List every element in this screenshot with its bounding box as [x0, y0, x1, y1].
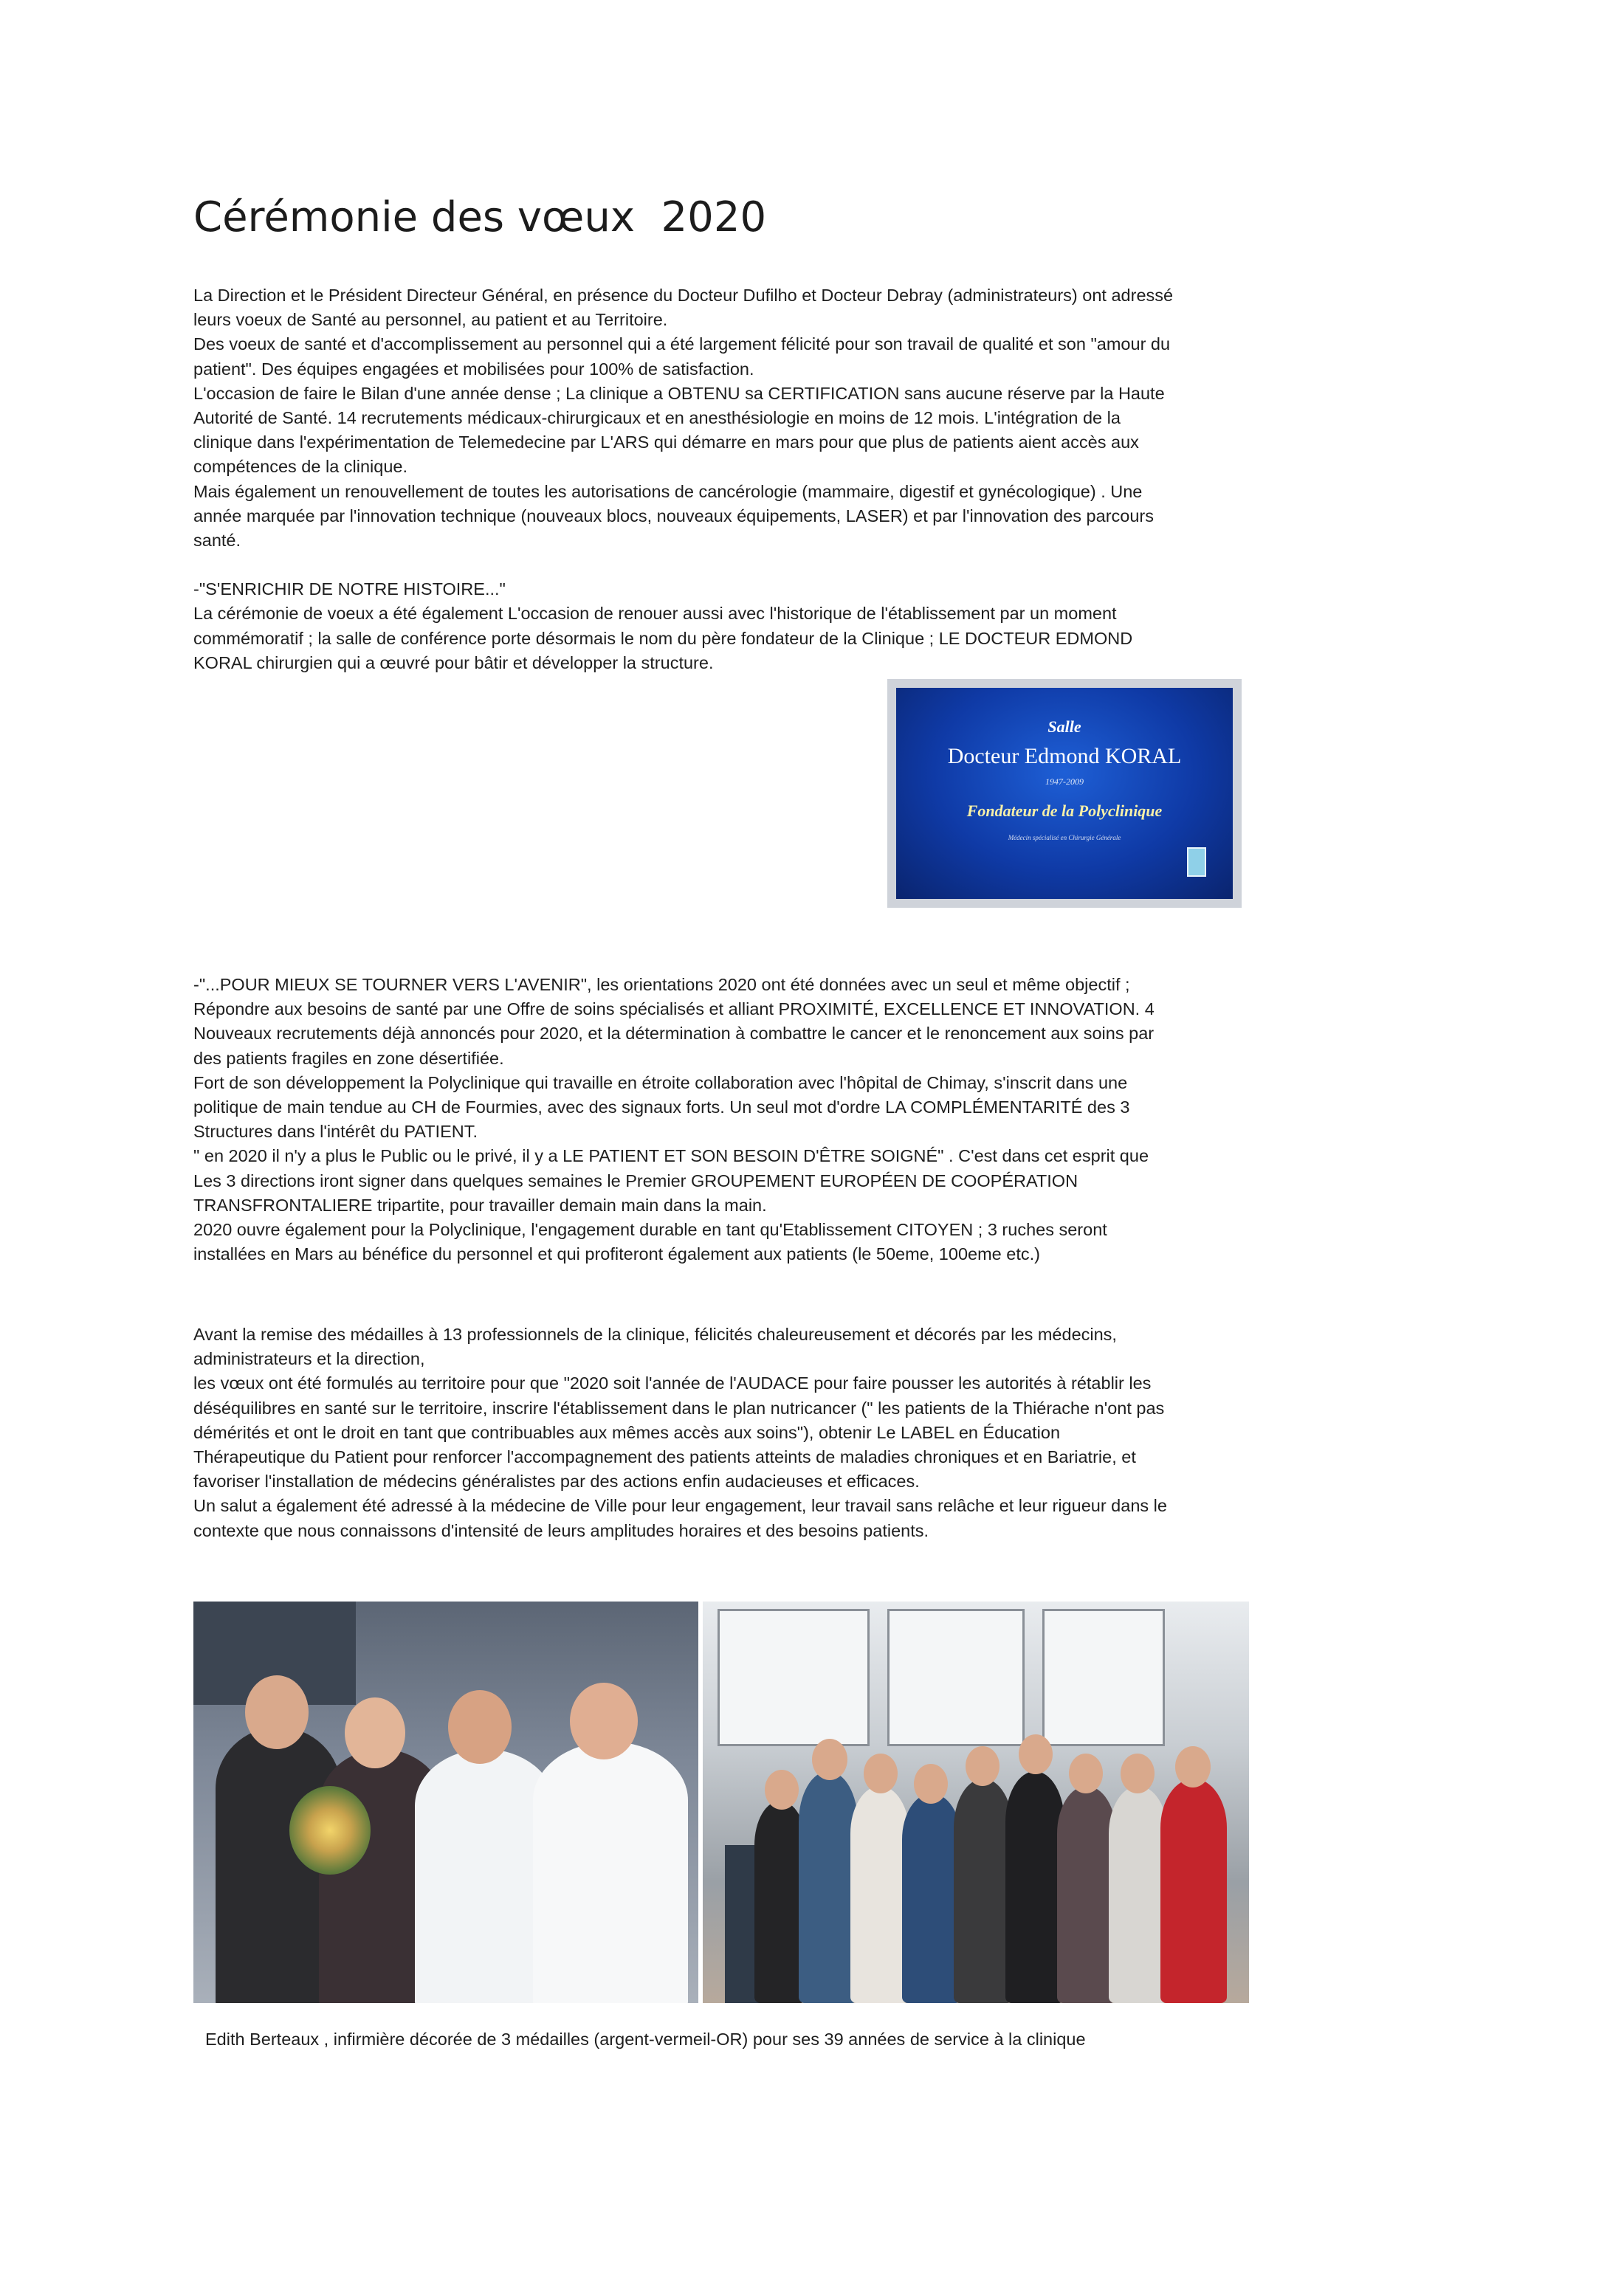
text-line: TRANSFRONTALIERE tripartite, pour travailler demain main dans la main.: [193, 1195, 767, 1215]
person-head: [448, 1690, 512, 1764]
person-head: [914, 1764, 948, 1804]
person-head: [245, 1675, 309, 1749]
text-line: Fort de son développement la Polyclinique qui travaille en étroite collaboration avec l'hôpital de Chimay, s'inscrit dans une: [193, 1072, 1128, 1092]
sign-founder: Fondateur de la Polyclinique: [966, 801, 1163, 820]
text-line: Des voeux de santé et d'accomplissement au personnel qui a été largement félicité pour son travail de qualité et son "amour du: [193, 334, 1171, 354]
text-line: politique de main tendue au CH de Fourmies, avec des signaux forts. Un seul mot d'ordre LA COMPLÉMENTARITÉ des 3: [193, 1097, 1130, 1117]
person-silhouette: [1005, 1771, 1064, 2003]
text-line: " en 2020 il n'y a plus le Public ou le privé, il y a LE PATIENT ET SON BESOIN D'ÊTRE SOIGNÉ" . C'est dans cet esprit que: [193, 1146, 1149, 1166]
page-title: Cérémonie des vœux 2020: [193, 193, 767, 241]
text-line: Avant la remise des médailles à 13 professionnels de la clinique, félicités chaleureusement et décorés par les médecins,: [193, 1325, 1117, 1344]
section-heading-histoire: -"S'ENRICHIR DE NOTRE HISTOIRE...": [193, 579, 506, 599]
person-head: [812, 1739, 847, 1780]
photo-caption: Edith Berteaux , infirmière décorée de 3 médailles (argent-vermeil-OR) pour ses 39 années de service à la clinique: [205, 2030, 1086, 2049]
flower-bouquet-icon: [289, 1786, 371, 1875]
text-line: Les 3 directions iront signer dans quelques semaines le Premier GROUPEMENT EUROPÉEN DE COOPÉRATION: [193, 1171, 1078, 1190]
text-line: leurs voeux de Santé au personnel, au patient et au Territoire.: [193, 310, 668, 330]
person-silhouette: [902, 1793, 961, 2003]
text-line: installées en Mars au bénéfice du personnel et qui profiteront également aux patients (le 50eme, 100eme etc.): [193, 1244, 1040, 1264]
text-line: Nouveaux recrutements déjà annoncés pour 2020, et la détermination à combattre le cancer et le renoncement aux soins par: [193, 1024, 1155, 1044]
text-line: commémoratif ; la salle de conférence porte désormais le nom du père fondateur de la Clinique ; LE DOCTEUR EDMOND: [193, 628, 1133, 648]
text-line: Thérapeutique du Patient pour renforcer l'accompagnement des patients atteints de maladies chroniques et en Bariatrie, et: [193, 1447, 1136, 1467]
text-line: 2020 ouvre également pour la Polyclinique, l'engagement durable en tant qu'Etablissement CITOYEN ; 3 ruches seront: [193, 1220, 1107, 1240]
text-line: La cérémonie de voeux a été également L'occasion de renouer aussi avec l'historique de l'établissement par un moment: [193, 604, 1117, 624]
text-line: clinique dans l'expérimentation de Telemedecine par L'ARS qui démarre en mars pour que plus de patients aient accès aux: [193, 432, 1139, 452]
text-line: Répondre aux besoins de santé par une Offre de soins spécialisés et alliant PROXIMITÉ, EXCELLENCE ET INNOVATION. 4: [193, 999, 1155, 1019]
text-line: La Direction et le Président Directeur Général, en présence du Docteur Dufilho et Docteur Debray (administrateurs) ont adressé: [193, 286, 1174, 305]
doctor-white-coat: [533, 1742, 688, 2003]
sign-dates: 1947-2009: [1045, 776, 1084, 787]
text-line: compétences de la clinique.: [193, 457, 408, 477]
text-line: année marquée par l'innovation technique (nouveaux blocs, nouveaux équipements, LASER) et par l'innovation des parcours: [193, 506, 1154, 525]
person-head: [1121, 1754, 1155, 1793]
sign-specialty: Médecin spécialisé en Chirurgie Générale: [1008, 834, 1121, 841]
person-head: [966, 1746, 999, 1786]
text-line: santé.: [193, 531, 241, 551]
group-photo-right: [703, 1602, 1249, 2003]
person-head: [1019, 1734, 1053, 1774]
sign-name: Docteur Edmond KORAL: [947, 744, 1182, 768]
room-window: [718, 1609, 870, 1746]
text-line: patient". Des équipes engagées et mobilisées pour 100% de satisfaction.: [193, 359, 754, 379]
text-line: KORAL chirurgien qui a œuvré pour bâtir et développer la structure.: [193, 652, 714, 672]
text-line: L'occasion de faire le Bilan d'une année dense ; La clinique a OBTENU sa CERTIFICATION sans aucune réserve par la Haute: [193, 383, 1165, 403]
person-silhouette: [850, 1786, 909, 2003]
text-line: des patients fragiles en zone désertifiée.: [193, 1048, 504, 1068]
paragraph-gap: [193, 553, 1448, 577]
text-line: démérités et ont le droit en tant que contribuables aux mêmes accès aux soins"), obtenir Le LABEL en Éducation: [193, 1422, 1061, 1442]
person-head: [765, 1770, 799, 1810]
person-silhouette: [1160, 1779, 1227, 2003]
text-line: administrateurs et la direction,: [193, 1349, 425, 1369]
person-head: [864, 1754, 898, 1793]
sign-salle-label: Salle: [1047, 717, 1081, 736]
person-head: [345, 1697, 405, 1768]
person-head: [1069, 1754, 1103, 1793]
text-line: favoriser l'installation de médecins généralistes par des actions enfin audacieuses et efficaces.: [193, 1472, 920, 1492]
salle-sign-photo: [887, 679, 1242, 908]
text-line: déséquilibres en santé sur le territoire, inscrire l'établissement dans le plan nutricancer (" les patients de la Thiérache n'ont pas: [193, 1398, 1165, 1418]
clinic-logo-icon: [1187, 847, 1206, 877]
intro-text-block: [193, 283, 1448, 675]
avenir-text-block: [193, 973, 1448, 1266]
person-head: [1175, 1746, 1211, 1787]
room-window: [887, 1609, 1025, 1746]
person-silhouette: [954, 1779, 1013, 2003]
room-window: [1042, 1609, 1165, 1746]
medals-text-block: [193, 1323, 1448, 1543]
award-photo-left: [193, 1602, 698, 2003]
text-line: Un salut a également été adressé à la médecine de Ville pour leur engagement, leur travail sans relâche et leur rigueur dans le: [193, 1496, 1167, 1516]
text-line: -"...POUR MIEUX SE TOURNER VERS L'AVENIR", les orientations 2020 ont été données avec un seul et même objectif ;: [193, 975, 1130, 994]
sign-screen: [896, 688, 1233, 899]
text-line: Structures dans l'intérêt du PATIENT.: [193, 1122, 478, 1142]
person-silhouette: [799, 1771, 858, 2003]
person-silhouette: [1109, 1786, 1168, 2003]
person-head: [570, 1683, 638, 1759]
text-line: Mais également un renouvellement de toutes les autorisations de cancérologie (mammaire, digestif et gynécologique) . Une: [193, 481, 1143, 501]
person-silhouette: [1057, 1786, 1116, 2003]
text-line: contexte que nous connaissons d'intensité de leurs amplitudes horaires et des besoins patients.: [193, 1520, 929, 1540]
text-line: les vœux ont été formulés au territoire pour que "2020 soit l'année de l'AUDACE pour faire pousser les autorités à rétablir les: [193, 1373, 1152, 1393]
text-line: Autorité de Santé. 14 recrutements médicaux-chirurgicaux et en anesthésiologie en moins de 12 mois. L'intégration de la: [193, 408, 1121, 428]
